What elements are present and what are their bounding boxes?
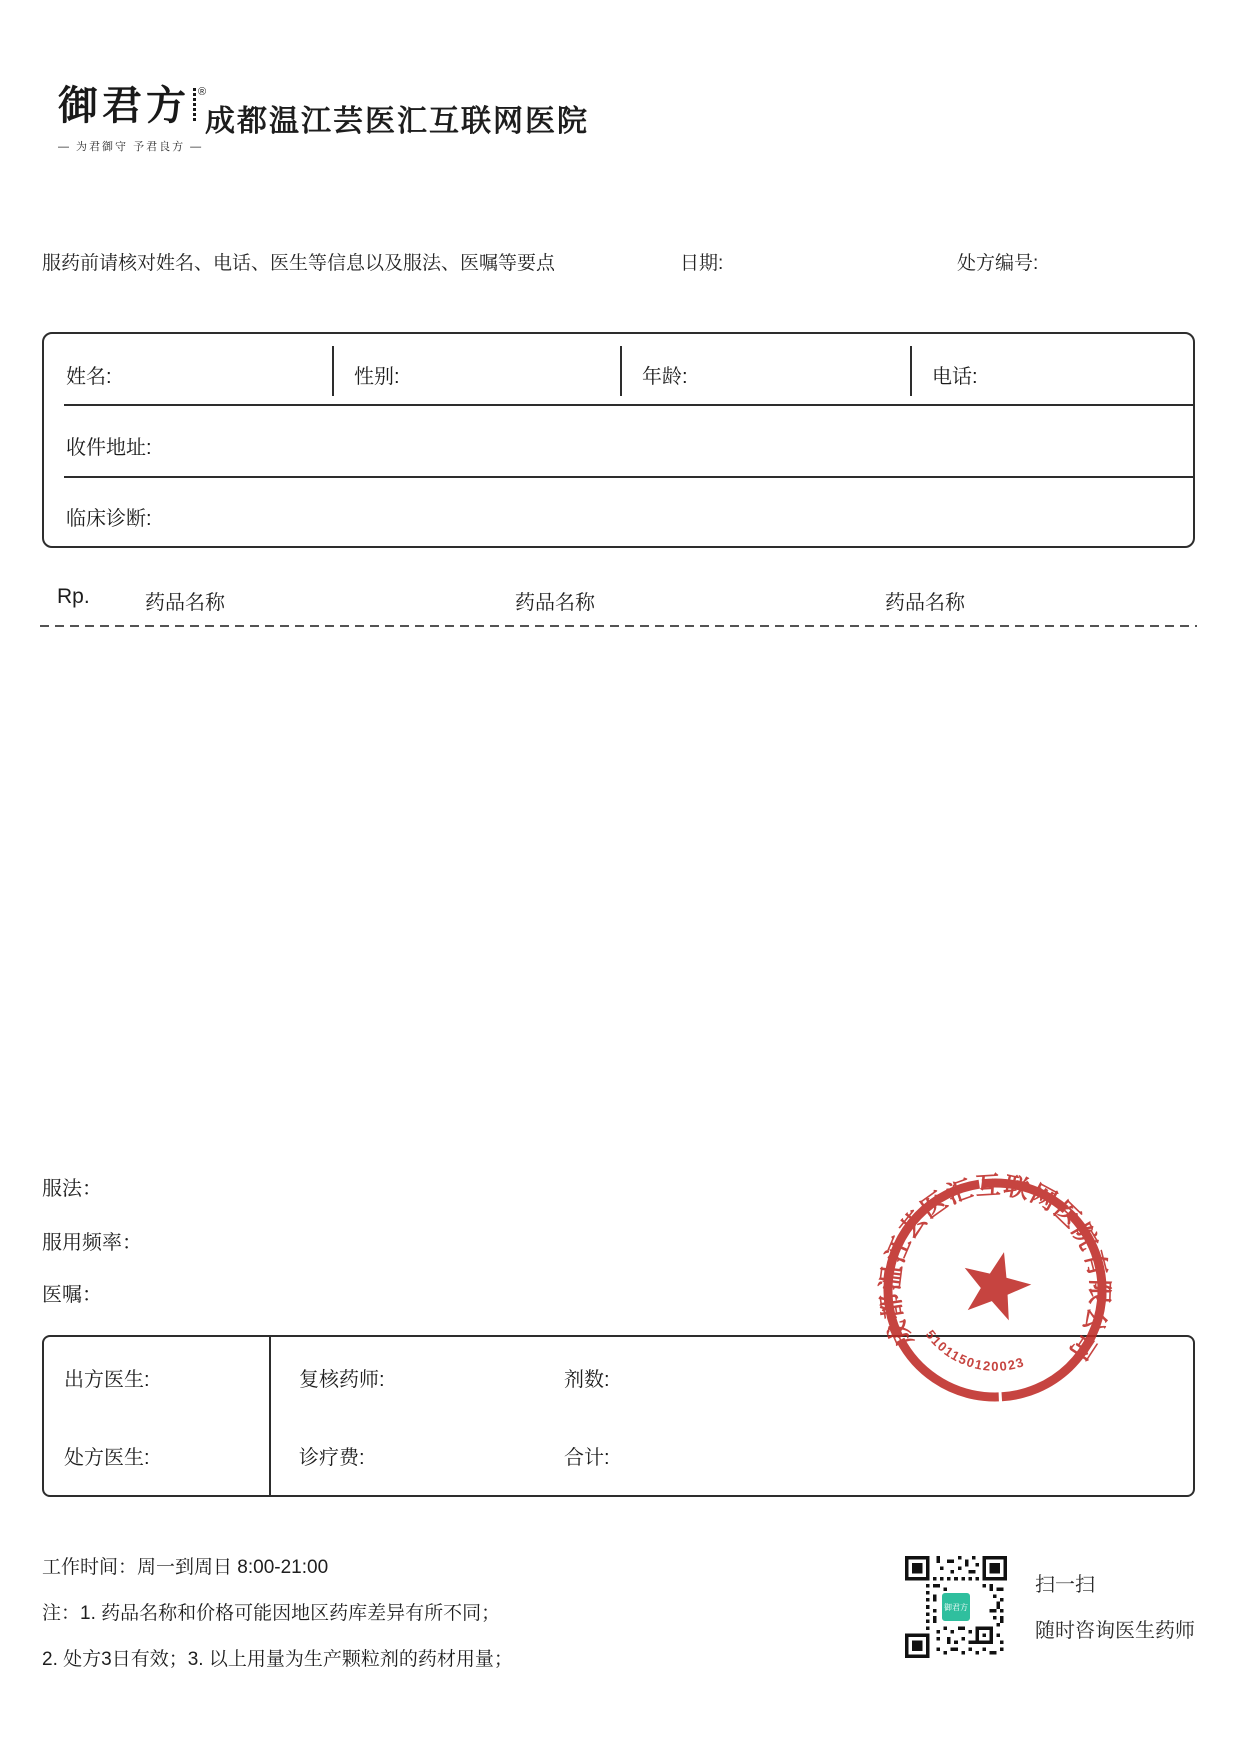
total-label: 合计: (564, 1447, 610, 1469)
consult-hint-text: 随时咨询医生药师 (1035, 1620, 1195, 1642)
date-label: 日期: (680, 253, 724, 274)
column-divider (269, 1337, 271, 1495)
brand-logo-text: 御君方 (58, 84, 190, 128)
note-line-1: 注：1. 药品名称和价格可能因地区药库差异有所不同； (42, 1603, 501, 1624)
seal-number-text: 5101150120023 (922, 1327, 1027, 1374)
age-field-label: 年龄: (642, 366, 688, 388)
column-divider (332, 346, 334, 396)
registered-trademark-icon: ® (198, 86, 207, 98)
doctor-advice-label: 医嘱： (42, 1284, 102, 1306)
patient-info-box (42, 332, 1195, 548)
qr-center-logo: 御君方 (940, 1591, 972, 1623)
row-divider (64, 476, 1193, 478)
scan-hint-text: 扫一扫 (1035, 1574, 1095, 1596)
brand-logo (58, 86, 218, 154)
column-divider (620, 346, 622, 396)
row-divider (64, 404, 1193, 406)
rp-label: Rp. (57, 585, 90, 608)
dashed-separator (40, 625, 1197, 627)
svg-text:5101150120023 (920, 1326, 1030, 1378)
qr-code (905, 1556, 1007, 1658)
verification-notice: 服药前请核对姓名、电话、医生等信息以及服法、医嘱等要点 (42, 253, 556, 274)
seal-graphic (877, 1172, 1113, 1408)
logo-vertical-mark (193, 88, 196, 122)
frequency-label: 服用频率： (42, 1232, 142, 1254)
drug-name-column-header: 药品名称 (515, 592, 595, 614)
drug-name-column-header: 药品名称 (145, 592, 225, 614)
brand-tagline: — 为君御守 予君良方 — (58, 141, 204, 153)
consult-fee-label: 诊疗费: (299, 1447, 365, 1469)
prescribing-doctor-label: 处方医生: (64, 1447, 150, 1469)
doses-label: 剂数: (564, 1369, 610, 1391)
column-divider (910, 346, 912, 396)
seal-star-icon (960, 1248, 1035, 1322)
name-field-label: 姓名: (66, 366, 112, 388)
working-hours-text: 工作时间：周一到周日 8:00-21:00 (42, 1557, 329, 1578)
address-field-label: 收件地址: (66, 437, 152, 459)
phone-field-label: 电话: (932, 366, 978, 388)
hospital-seal-stamp (877, 1172, 1113, 1408)
diagnosis-field-label: 临床诊断: (66, 508, 152, 530)
usage-label: 服法： (42, 1178, 102, 1200)
review-pharmacist-label: 复核药师: (299, 1369, 385, 1391)
note-line-2: 2. 处方3日有效；3. 以上用量为生产颗粒剂的药材用量； (42, 1649, 513, 1670)
drug-name-column-header: 药品名称 (885, 592, 965, 614)
gender-field-label: 性别: (354, 366, 400, 388)
issuing-doctor-label: 出方医生: (64, 1369, 150, 1391)
page-title: 成都温江芸医汇互联网医院 (205, 105, 589, 138)
seal-ring-text: 成都温江芸医汇互联网医院有限公司 (877, 1172, 1113, 1366)
prescription-number-label: 处方编号: (957, 253, 1039, 274)
